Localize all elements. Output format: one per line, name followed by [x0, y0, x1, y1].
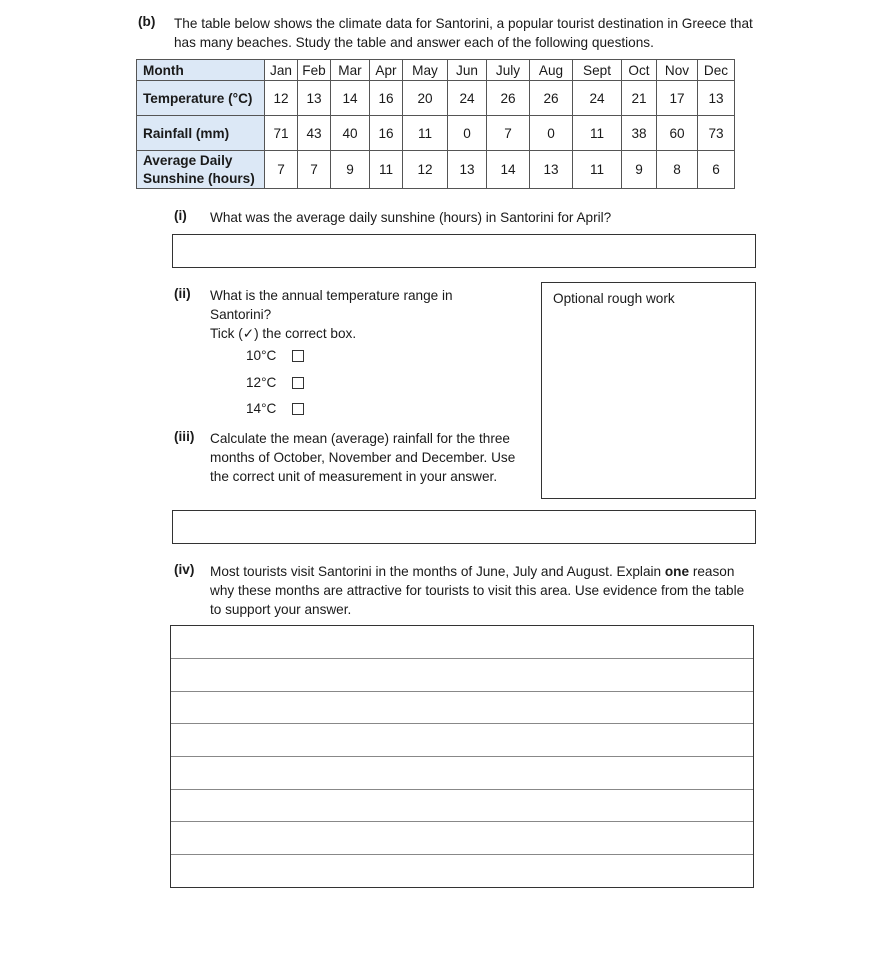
option-label: 10°C [246, 348, 277, 363]
question-1-text: What was the average daily sunshine (hours) in Santorini for April? [210, 210, 612, 225]
rainfall-cell: 40 [331, 116, 370, 151]
intro-text: The table below shows the climate data for Santorini, a popular tourist destination in Greece that has many beaches. Study the table and answer each of the following questions. [174, 16, 753, 50]
question-2-text [210, 286, 510, 343]
question-2-number: (ii) [174, 286, 191, 301]
sunshine-cell: 11 [370, 151, 403, 189]
table-row-rainfall [137, 116, 735, 151]
temperature-cell: 24 [448, 81, 487, 116]
rainfall-cell: 38 [622, 116, 657, 151]
ruled-line [171, 756, 753, 757]
temperature-cell: 13 [298, 81, 331, 116]
temperature-cell: 14 [331, 81, 370, 116]
option-row [246, 375, 304, 390]
row-header-sunshine [137, 151, 265, 189]
rainfall-cell: 11 [573, 116, 622, 151]
month-cell: Dec [698, 60, 735, 81]
question-4-answer-lines[interactable] [170, 625, 754, 888]
question-4-text-start: Most tourists visit Santorini in the months of June, July and August. Explain [210, 564, 665, 579]
option-checkbox[interactable] [292, 403, 304, 415]
month-cell: Mar [331, 60, 370, 81]
ruled-line [171, 658, 753, 659]
sunshine-cell: 13 [448, 151, 487, 189]
month-cell: Feb [298, 60, 331, 81]
month-cell: Jan [265, 60, 298, 81]
sunshine-cell: 6 [698, 151, 735, 189]
sunshine-cell: 9 [622, 151, 657, 189]
temperature-cell: 26 [487, 81, 530, 116]
temperature-cell: 26 [530, 81, 573, 116]
option-row [246, 401, 304, 416]
part-label: (b) [138, 14, 156, 29]
month-cell: Oct [622, 60, 657, 81]
temperature-cell: 24 [573, 81, 622, 116]
table-row-sunshine [137, 151, 735, 189]
sunshine-cell: 9 [331, 151, 370, 189]
rainfall-cell: 16 [370, 116, 403, 151]
ruled-line [171, 789, 753, 790]
climate-table [136, 59, 735, 189]
temperature-cell: 16 [370, 81, 403, 116]
question-3-text: Calculate the mean (average) rainfall for the three months of October, November and December. Use the correct unit of measurement in your answer. [210, 431, 516, 484]
rainfall-cell: 0 [530, 116, 573, 151]
question-2-instruction: Tick (✓) the correct box. [210, 326, 357, 341]
temperature-cell: 12 [265, 81, 298, 116]
question-4-number: (iv) [174, 562, 195, 577]
option-label: 14°C [246, 401, 277, 416]
option-row [246, 348, 304, 363]
temperature-cell: 13 [698, 81, 735, 116]
sunshine-cell: 14 [487, 151, 530, 189]
ruled-line [171, 691, 753, 692]
sunshine-cell: 8 [657, 151, 698, 189]
ruled-line [171, 723, 753, 724]
rainfall-cell: 7 [487, 116, 530, 151]
temperature-cell: 17 [657, 81, 698, 116]
sunshine-cell: 11 [573, 151, 622, 189]
rainfall-cell: 60 [657, 116, 698, 151]
temperature-cell: 20 [403, 81, 448, 116]
temperature-cell: 21 [622, 81, 657, 116]
row-header-rainfall: Rainfall (mm) [137, 116, 265, 151]
question-4-emphasis: one [664, 564, 690, 579]
month-cell: Jun [448, 60, 487, 81]
table-row-month [137, 60, 735, 81]
sunshine-cell: 7 [298, 151, 331, 189]
option-checkbox[interactable] [292, 377, 304, 389]
month-cell: May [403, 60, 448, 81]
row-header-month: Month [137, 60, 265, 81]
row-header-temperature: Temperature (°C) [137, 81, 265, 116]
sunshine-cell: 12 [403, 151, 448, 189]
month-cell: Apr [370, 60, 403, 81]
option-checkbox[interactable] [292, 350, 304, 362]
rainfall-cell: 71 [265, 116, 298, 151]
month-cell: Aug [530, 60, 573, 81]
rainfall-cell: 43 [298, 116, 331, 151]
row-header-sunshine-line1: Average Daily [143, 152, 233, 168]
rough-work-box[interactable] [541, 282, 756, 499]
month-cell: July [487, 60, 530, 81]
sunshine-cell: 13 [530, 151, 573, 189]
rainfall-cell: 11 [403, 116, 448, 151]
ruled-line [171, 854, 753, 855]
sunshine-cell: 7 [265, 151, 298, 189]
question-1-answer-box[interactable] [172, 234, 756, 268]
table-row-temperature [137, 81, 735, 116]
question-4-text [210, 562, 750, 619]
month-cell: Nov [657, 60, 698, 81]
question-3-number: (iii) [174, 429, 195, 444]
rough-work-label: Optional rough work [553, 291, 675, 306]
question-1-number: (i) [174, 208, 187, 223]
question-3-answer-box[interactable] [172, 510, 756, 544]
month-cell: Sept [573, 60, 622, 81]
rainfall-cell: 73 [698, 116, 735, 151]
row-header-sunshine-line2: Sunshine (hours) [143, 170, 255, 186]
option-label: 12°C [246, 375, 277, 390]
ruled-line [171, 821, 753, 822]
question-4-text-end: reason why these months are attractive for tourists to visit this area. Use evidence from the table to support your answer. [210, 564, 745, 617]
rainfall-cell: 0 [448, 116, 487, 151]
question-2-prompt: What is the annual temperature range in Santorini? [210, 288, 453, 322]
